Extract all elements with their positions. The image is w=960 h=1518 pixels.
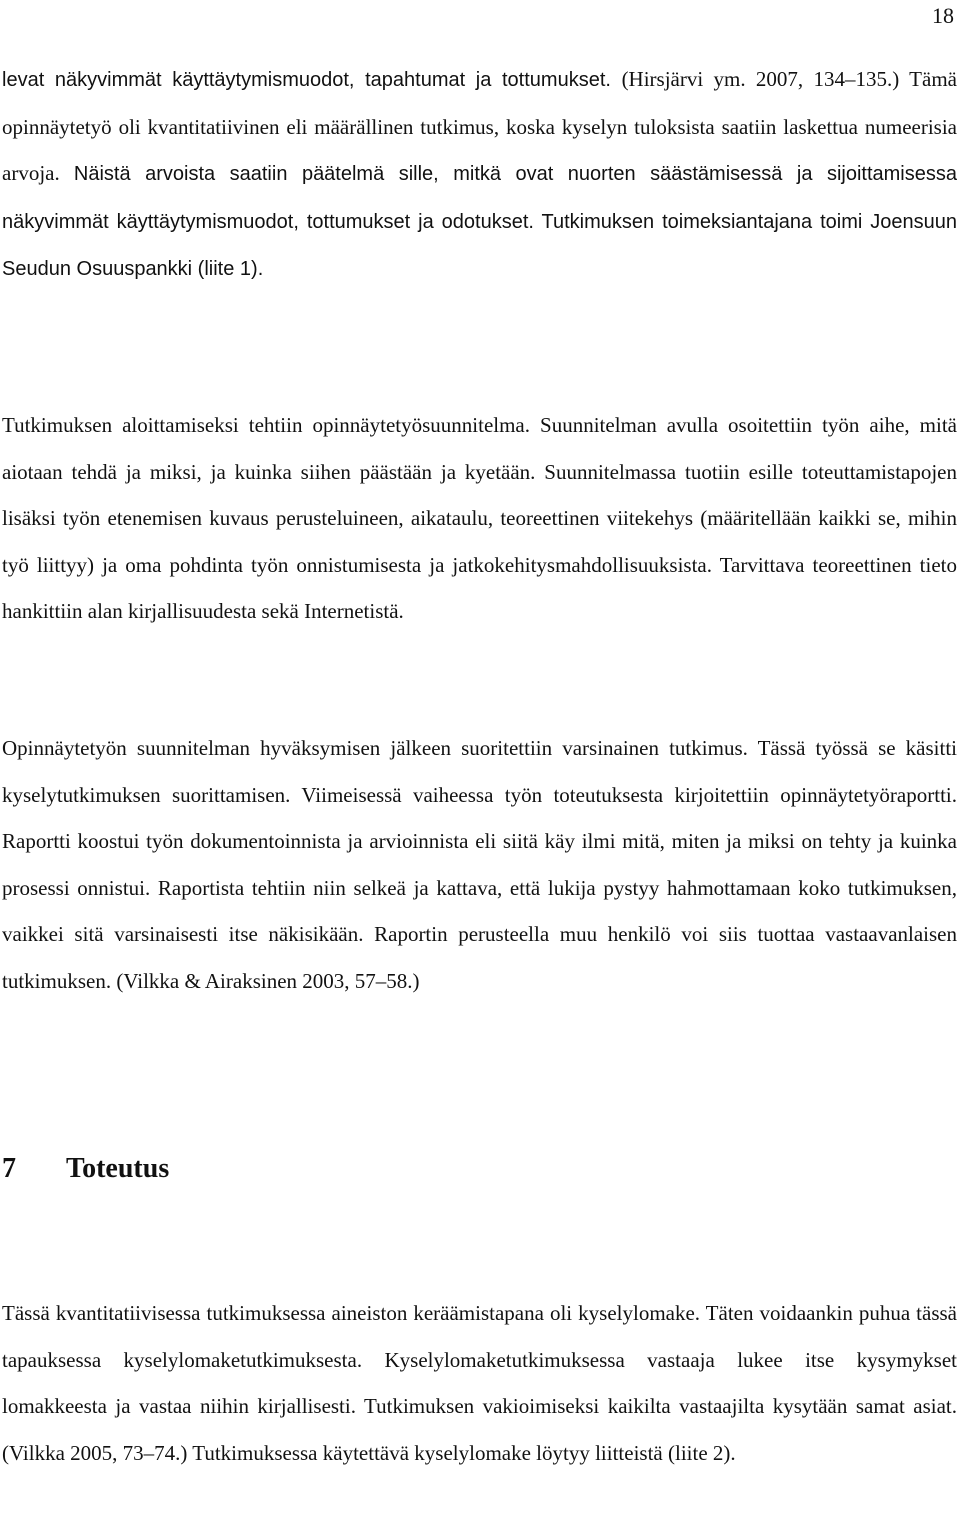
page-number: 18 xyxy=(932,3,954,28)
section-number: 7 xyxy=(2,1153,16,1184)
section-title: Toteutus xyxy=(66,1153,170,1184)
paragraph-intro-sans-run-1: levat näkyvimmät käyttäytymismuodot, tapahtumat ja tottumukset. xyxy=(2,69,622,91)
paragraph-plan: Tutkimuksen aloittamiseksi tehtiin opinnäytetyösuunnitelma. Suunnitelman avulla osoitettiin työn aihe, mitä aiotaan tehdä ja miksi, ja kuinka siihen päästään ja kyetään. Suunnitelmassa tuotiin esille toteuttamistapojen lisäksi työn etenemisen kuvaus perusteluineen, aikataulu, teoreettinen viitekehys (määritellään kaikki se, mihin työ liittyy) ja oma pohdinta työn onnistumisesta ja jatkokehitysmahdollisuuksista. Tarvittava teoreettinen tieto hankittiin alan kirjallisuudesta sekä Internetistä. xyxy=(2,413,957,623)
paragraph-implementation: Opinnäytetyön suunnitelman hyväksymisen jälkeen suoritettiin varsinainen tutkimus. Tässä työssä se käsitti kyselytutkimuksen suorittamisen. Viimeisessä vaiheessa työn toteutuksesta kirjoitettiin opinnäytetyöraportti. Raportti koostui työn dokumentoinnista ja arvioinnista eli siitä käy ilmi mitä, miten ja miksi on tehty ja kuinka prosessi onnistui. Raportista tehtiin niin selkeä ja kattava, että lukija pystyy hahmottamaan koko tutkimuksen, vaikkei sitä varsinaisesti itse näkisikään. Raportin perusteella muu henkilö voi siis tuottaa vastaavanlaisen tutkimuksen. (Vilkka & Airaksinen 2003, 57–58.) xyxy=(2,736,957,993)
section-heading xyxy=(2,1147,169,1191)
paragraph-intro xyxy=(2,56,957,293)
paragraph-intro-sans-run-2: Näistä arvoista saatiin päätelmä sille, mitkä ovat nuorten säästämisessä ja sijoittamisessa näkyvimmät käyttäytymismuodot, tottumukset ja odotukset. Tutkimuksen toimeksiantajana toimi Joensuun Seudun Osuuspankki (liite 1). xyxy=(2,163,957,280)
paragraph-intro-serif-run: (Hirsjärvi ym. 2007, 134–135.) Tämä opinnäytetyö oli kvantitatiivinen eli määrällinen tutkimus, koska kyselyn tuloksista saatiin laskettua numeerisia arvoja. xyxy=(2,67,957,185)
paragraph-method: Tässä kvantitatiivisessa tutkimuksessa aineiston keräämistapana oli kyselylomake. Täten voidaankin puhua tässä tapauksessa kyselylomaketutkimuksesta. Kyselylomaketutkimuksessa vastaaja lukee itse kysymykset lomakkeesta ja vastaa niihin kirjallisesti. Tutkimuksen vakioimiseksi kaikilta vastaajilta kysytään samat asiat. (Vilkka 2005, 73–74.) Tutkimuksessa käytettävä kyselylomake löytyy liitteistä (liite 2). xyxy=(2,1301,957,1465)
